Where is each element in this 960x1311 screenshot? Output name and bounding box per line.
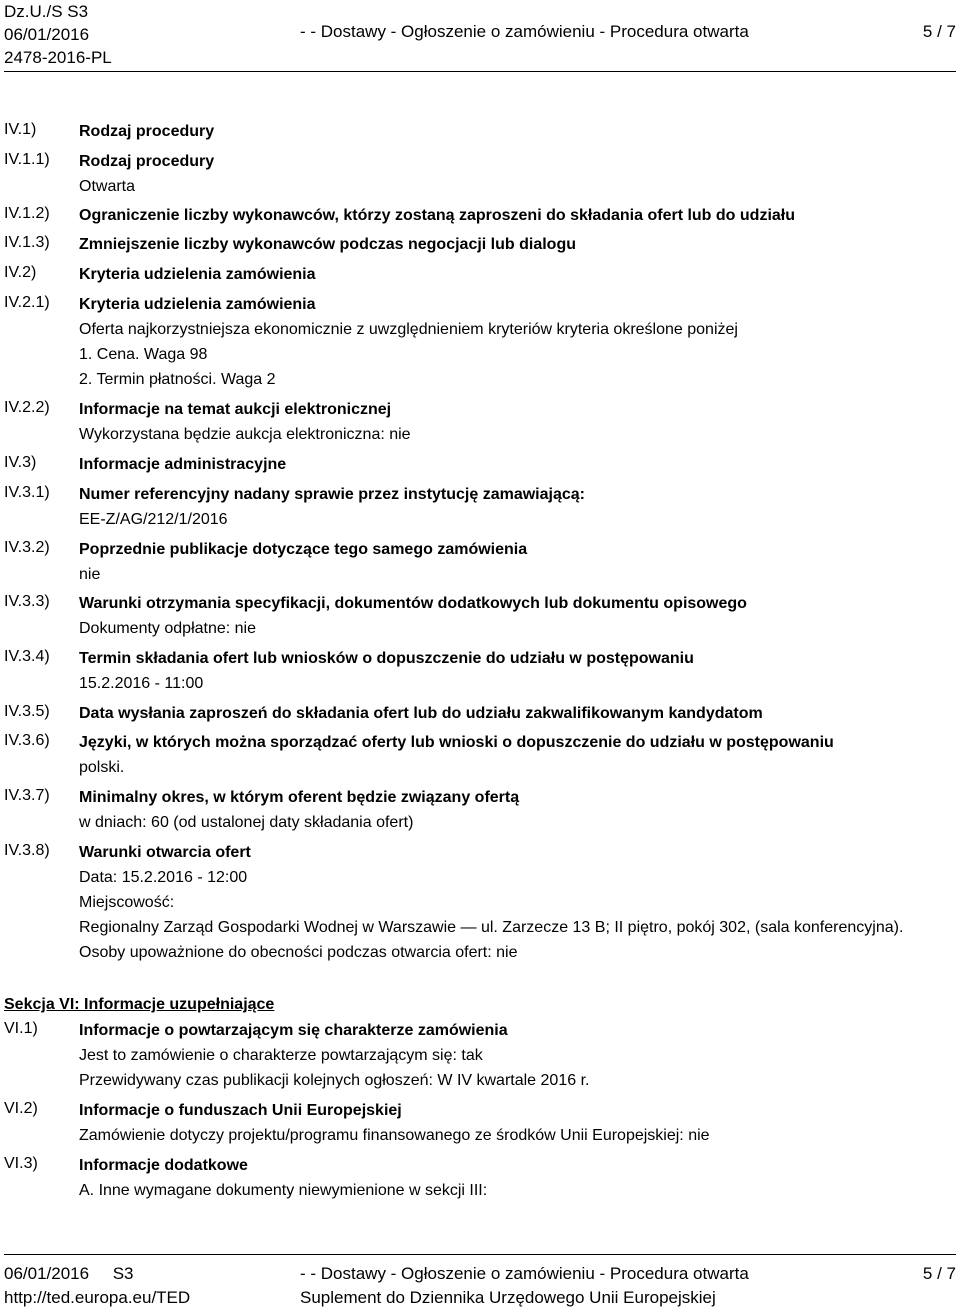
section-number: IV.1) — [4, 121, 37, 138]
section-value: Osoby upoważnione do obecności podczas otwarcia ofert: nie — [79, 944, 518, 961]
section-number: IV.1.2) — [4, 205, 50, 222]
footer-divider — [4, 1254, 956, 1255]
section-content — [79, 591, 936, 641]
section-value: Zamówienie dotyczy projektu/programu finansowanego ze środków Unii Europejskiej: nie — [79, 1127, 710, 1144]
header-divider — [4, 71, 956, 72]
section-heading: Warunki otrzymania specyfikacji, dokumentów dodatkowych lub dokumentu opisowego — [79, 595, 747, 612]
section-number: IV.3.2) — [4, 539, 50, 556]
section-heading: Rodzaj procedury — [79, 153, 215, 170]
section-value: Dokumenty odpłatne: nie — [79, 620, 256, 637]
section-value: w dniach: 60 (od ustalonej daty składania ofert) — [79, 814, 414, 831]
section-heading: Termin składania ofert lub wniosków o dopuszczenie do udziału w postępowaniu — [79, 650, 694, 667]
section-number: IV.3.7) — [4, 787, 50, 804]
footer-title: - - Dostawy - Ogłoszenie o zamówieniu - Procedura otwarta — [300, 1264, 749, 1283]
section-title: Sekcja VI: Informacje uzupełniające — [4, 996, 275, 1013]
footer-url-link[interactable]: http://ted.europa.eu/TED — [4, 1288, 191, 1307]
section-value: Otwarta — [79, 178, 136, 195]
criterion-item: 1. Cena. Waga 98 — [79, 346, 208, 363]
section-value: nie — [79, 566, 101, 583]
section-number: VI.1) — [4, 1020, 38, 1037]
section-content — [79, 785, 936, 835]
section-value: Przewidywany czas publikacji kolejnych ogłoszeń: W IV kwartale 2016 r. — [79, 1072, 590, 1089]
header-page-number: 5 / 7 — [922, 22, 956, 41]
section-content — [79, 646, 936, 696]
header-title: - - Dostawy - Ogłoszenie o zamówieniu - Procedura otwarta — [300, 22, 749, 41]
section-number: IV.3.8) — [4, 842, 50, 859]
section-number: IV.2.1) — [4, 294, 50, 311]
section-value: polski. — [79, 759, 125, 776]
section-heading: Informacje dodatkowe — [79, 1157, 248, 1174]
section-content — [79, 1153, 936, 1203]
section-number: IV.3.3) — [4, 593, 50, 610]
footer-date: 06/01/2016 S3 — [4, 1264, 134, 1283]
location-value: Regionalny Zarząd Gospodarki Wodnej w Warszawie — ul. Zarzecze 13 B; II piętro, pokój 302, (sala konferencyjna). — [79, 919, 904, 936]
section-number: IV.2.2) — [4, 399, 50, 416]
section-heading: Poprzednie publikacje dotyczące tego samego zamówienia — [79, 541, 528, 558]
section-number: IV.1.1) — [4, 151, 50, 168]
section-heading: Kryteria udzielenia zamówienia — [79, 266, 316, 283]
page-header — [4, 0, 956, 72]
section-number: VI.2) — [4, 1100, 38, 1117]
section-heading: Ograniczenie liczby wykonawców, którzy zostaną zaproszeni do składania ofert lub do udziału — [79, 207, 795, 224]
section-number: IV.1.3) — [4, 234, 50, 251]
location-label: Miejscowość: — [79, 894, 175, 911]
section-heading: Informacje o funduszach Unii Europejskiej — [79, 1102, 402, 1119]
header-left — [4, 0, 112, 69]
deadline-value: 15.2.2016 - 11:00 — [79, 675, 204, 692]
section-number: IV.3.1) — [4, 484, 50, 501]
section-content — [79, 537, 936, 587]
section-heading: Informacje na temat aukcji elektronicznej — [79, 401, 392, 418]
section-content — [79, 482, 936, 532]
section-number: VI.3) — [4, 1155, 38, 1172]
section-number: IV.3.6) — [4, 732, 50, 749]
section-content — [79, 149, 936, 199]
section-value: A. Inne wymagane dokumenty niewymienione w sekcji III: — [79, 1182, 488, 1199]
section-heading: Data wysłania zaproszeń do składania ofert lub do udziału zakwalifikowanym kandydatom — [79, 705, 763, 722]
footer-center — [300, 1262, 749, 1310]
section-heading: Informacje o powtarzającym się charakterze zamówienia — [79, 1022, 508, 1039]
section-heading: Informacje administracyjne — [79, 456, 287, 473]
section-content — [79, 292, 936, 392]
section-heading: Warunki otwarcia ofert — [79, 844, 251, 861]
section-value: Jest to zamówienie o charakterze powtarzającym się: tak — [79, 1047, 483, 1064]
section-heading: Rodzaj procedury — [79, 123, 215, 140]
section-content — [79, 1018, 936, 1093]
notice-number: 2478-2016-PL — [4, 48, 112, 67]
reference-number: EE-Z/AG/212/1/2016 — [79, 511, 228, 528]
section-value: Wykorzystana będzie aukcja elektroniczna: nie — [79, 426, 411, 443]
section-number: IV.3.5) — [4, 703, 50, 720]
section-heading: Kryteria udzielenia zamówienia — [79, 296, 316, 313]
opening-date: Data: 15.2.2016 - 12:00 — [79, 869, 248, 886]
section-value: Oferta najkorzystniejsza ekonomicznie z uwzględnieniem kryteriów kryteria określone poniżej — [79, 321, 738, 338]
section-heading: Języki, w których można sporządzać oferty lub wnioski o dopuszczenie do udziału w postępowaniu — [79, 734, 834, 751]
section-number: IV.2) — [4, 264, 37, 281]
footer-supplement: Suplement do Dziennika Urzędowego Unii Europejskiej — [300, 1288, 716, 1307]
section-number: IV.3) — [4, 454, 37, 471]
section-content — [79, 397, 936, 447]
criterion-item: 2. Termin płatności. Waga 2 — [79, 371, 276, 388]
section-content — [79, 840, 936, 965]
section-heading: Numer referencyjny nadany sprawie przez instytucję zamawiającą: — [79, 486, 585, 503]
section-content — [79, 1098, 936, 1148]
section-number: IV.3.4) — [4, 648, 50, 665]
section-heading: Minimalny okres, w którym oferent będzie związany ofertą — [79, 789, 520, 806]
header-date: 06/01/2016 — [4, 25, 90, 44]
footer-left — [4, 1262, 190, 1310]
section-heading: Zmniejszenie liczby wykonawców podczas negocjacji lub dialogu — [79, 236, 576, 253]
journal-ref: Dz.U./S S3 — [4, 2, 89, 21]
footer-page-number: 5 / 7 — [922, 1264, 956, 1283]
section-content — [79, 730, 936, 780]
